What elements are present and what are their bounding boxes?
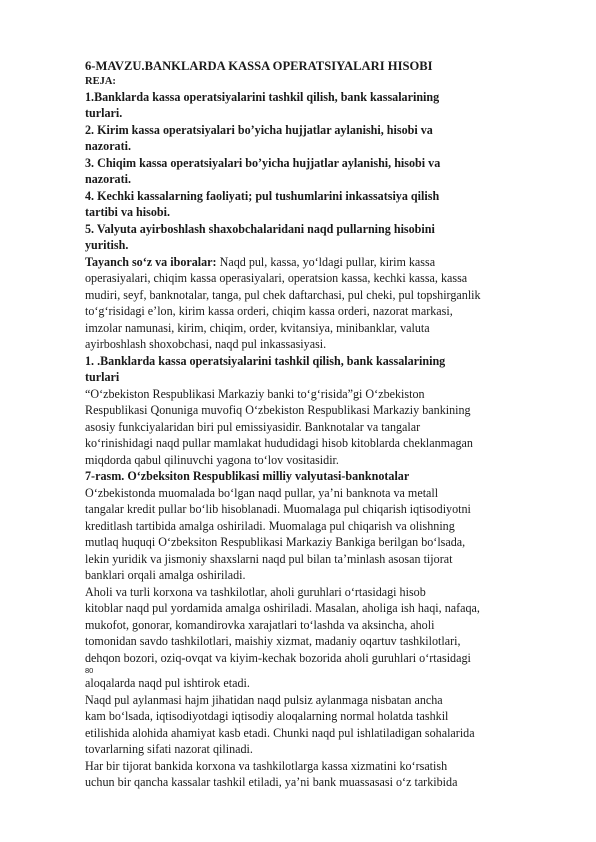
keywords-line: imzolar namunasi, kirim, chiqim, order, kvitansiya, minibanklar, valuta bbox=[85, 320, 430, 335]
paragraph-line: kitoblar naqd pul yordamida amalga oshiriladi. Masalan, aholiga ish haqi, nafaqa, bbox=[85, 601, 480, 615]
paragraph-line: Har bir tijorat bankida korxona va tashkilotlarga kassa xizmatini ko‘rsatish bbox=[85, 758, 448, 773]
plan-item-5-line-1: 5. Valyuta ayirboshlash shaxobchalaridani naqd pullarning hisobini bbox=[85, 221, 435, 236]
plan-item-1-line-1: 1.Banklarda kassa operatsiyalarini tashkil qilish, bank kassalarining bbox=[85, 89, 440, 104]
paragraph-line: ko‘rinishidagi naqd pullar mamlakat hududidagi hisob kitoblarda cheklanmagan bbox=[85, 436, 473, 450]
keywords-line: to‘g‘risidagi e’lon, kirim kassa orderi, chiqim kassa orderi, nazorat markasi, bbox=[85, 304, 453, 318]
paragraph-1 bbox=[85, 386, 525, 469]
paragraph-line: O‘zbekistonda muomalada bo‘lgan naqd pullar, ya’ni banknota va metall bbox=[85, 485, 439, 500]
plan-item-4-line-1: 4. Kechki kassalarning faoliyati; pul tushumlarini inkassatsiya qilish bbox=[85, 188, 440, 203]
page-number: 80 bbox=[85, 666, 94, 675]
paragraph-line: aloqalarda naqd pul ishtirok etadi. bbox=[85, 676, 250, 690]
plan-item-5-line-2: yuritish. bbox=[85, 238, 129, 252]
paragraph-line: “O‘zbekiston Respublikasi Markaziy banki to‘g‘risida”gi O‘zbekiston bbox=[85, 386, 425, 401]
document-page bbox=[85, 58, 525, 791]
section-heading-line-1: 1. .Banklarda kassa operatsiyalarini tashkil qilish, bank kassalarining bbox=[85, 353, 446, 368]
paragraph-line: lekin yuridik va jismoniy shaxslarni naqd pul bilan ta’minlash asosan tijorat bbox=[85, 551, 453, 566]
plan-item-3-line-1: 3. Chiqim kassa operatsiyalari bo’yicha hujjatlar aylanishi, hisobi va bbox=[85, 155, 441, 170]
paragraph-line: asosiy funkciyalaridan biri pul emissiyasidir. Banknotalar va tangalar bbox=[85, 419, 421, 434]
plan-item-3-line-2: nazorati. bbox=[85, 172, 132, 186]
keywords-line: ayirboshlash shoxobchasi, naqd pul inkassasiyasi. bbox=[85, 337, 327, 351]
paragraph-line: uchun bir qancha kassalar tashkil etiladi, ya’ni bank muassasasi o‘z tarkibida bbox=[85, 775, 458, 789]
plan-label: REJA: bbox=[85, 75, 116, 87]
keywords-first-text: Naqd pul, kassa, yo‘ldagi pullar, kirim kassa bbox=[216, 254, 436, 269]
paragraph-line: tomonidan savdo tashkilotlari, maishiy xizmat, madaniy oqartuv tashkilotlari, bbox=[85, 634, 461, 648]
section-heading-line-2: turlari bbox=[85, 370, 120, 384]
keywords-first-line bbox=[85, 254, 525, 271]
plan-item-1-line-2: turlari. bbox=[85, 106, 123, 120]
paragraph-line: Naqd pul aylanmasi hajm jihatidan naqd pulsiz aylanmaga nisbatan ancha bbox=[85, 692, 443, 707]
paragraph-line: tangalar kredit pullar bo‘lib hisoblanadi. Muomalaga pul chiqarish iqtisodiyotni bbox=[85, 502, 471, 516]
paragraph-line: mutlaq huquqi O‘zbeksiton Respublikasi Markaziy Bankiga berilgan bo‘lsada, bbox=[85, 535, 466, 549]
paragraph-line: dehqon bozori, oziq-ovqat va kiyim-kechak bozorida aholi guruhlari o‘rtasidagi bbox=[85, 650, 471, 665]
paragraph-4 bbox=[85, 692, 525, 758]
paragraph-line: kreditlash tartibida amalga oshiriladi. Muomalaga pul chiqarish va olishning bbox=[85, 518, 455, 533]
paragraph-line: tovarlarning sifati nazorat qilinadi. bbox=[85, 742, 253, 756]
keywords-label: Tayanch so‘z va iboralar: bbox=[85, 254, 217, 269]
paragraph-line: Aholi va turli korxona va tashkilotlar, aholi guruhlari o‘rtasidagi hisob bbox=[85, 584, 426, 599]
paragraph-line: Respublikasi Qonuniga muvofiq O‘zbekiston Respublikasi Markaziy bankining bbox=[85, 403, 471, 417]
plan-item-2-line-2: nazorati. bbox=[85, 139, 132, 153]
paragraph-3 bbox=[85, 584, 525, 692]
document-title: 6-MAVZU.BANKLARDA KASSA OPERATSIYALARI HISOBI bbox=[85, 59, 433, 73]
paragraph-line: mukofot, gonorar, komandirovka xarajatlari to‘lashda va aksincha, aholi bbox=[85, 617, 435, 632]
paragraph-2 bbox=[85, 485, 525, 584]
keywords-line: mudiri, seyf, banknotalar, tanga, pul chek daftarchasi, pul cheki, pul topshirganlik bbox=[85, 287, 481, 302]
plan-item-2-line-1: 2. Kirim kassa operatsiyalari bo’yicha hujjatlar aylanishi, hisobi va bbox=[85, 122, 433, 137]
plan-list bbox=[85, 89, 525, 254]
figure-caption: 7-rasm. O‘zbeksiton Respublikasi milliy valyutasi-banknotalar bbox=[85, 469, 410, 483]
plan-item-4-line-2: tartibi va hisobi. bbox=[85, 205, 171, 219]
keywords-line: operasiyalari, chiqim kassa operasiyalari, operatsion kassa, kechki kassa, kassa bbox=[85, 271, 468, 285]
paragraph-line: banklari orqali amalga oshiriladi. bbox=[85, 568, 246, 582]
paragraph-line: miqdorda qabul qilinuvchi yagona to‘lov vositasidir. bbox=[85, 452, 339, 467]
paragraph-line: etilishida alohida ahamiyat kasb etadi. Chunki naqd pul ishlatiladigan sohalarida bbox=[85, 725, 475, 740]
keywords-block bbox=[85, 254, 525, 353]
paragraph-line: kam bo‘lsada, iqtisodiyotdagi iqtisodiy aloqalarning normal holatda tashkil bbox=[85, 709, 449, 723]
paragraph-5 bbox=[85, 758, 525, 791]
